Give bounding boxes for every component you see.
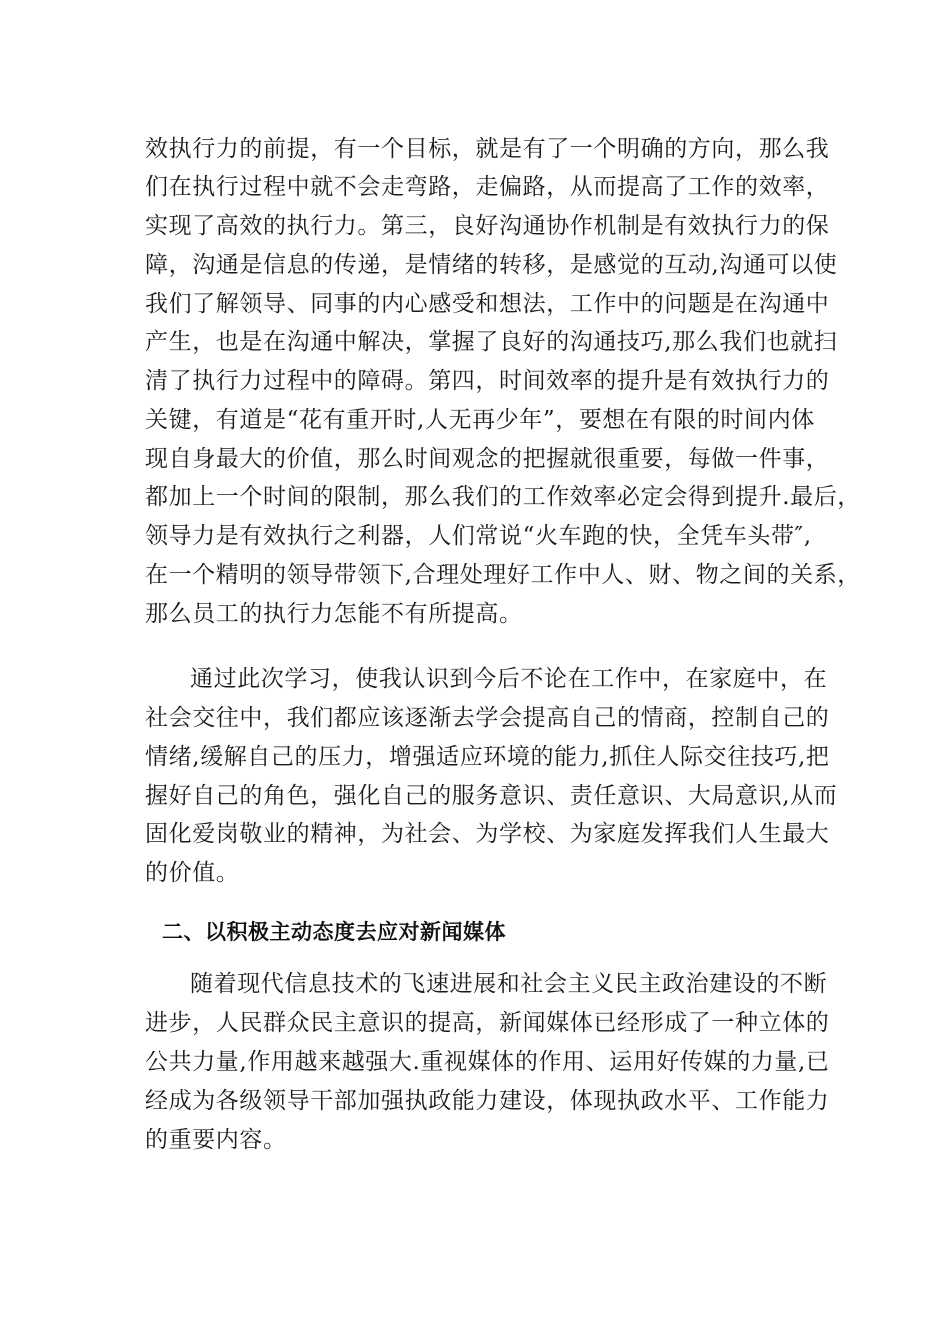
text-line: 产生，也是在沟通中解决，掌握了良好的沟通技巧,那么我们也就扫 (145, 329, 838, 355)
text-line: 们在执行过程中就不会走弯路，走偏路，从而提高了工作的效率， (145, 174, 830, 200)
text-line: 实现了高效的执行力。第三，良好沟通协作机制是有效执行力的保 (145, 213, 830, 239)
text-line: 我们了解领导、同事的内心感受和想法，工作中的问题是在沟通中 (145, 291, 830, 317)
text-line: 社会交往中，我们都应该逐渐去学会提高自己的情商，控制自己的 (145, 705, 830, 731)
text-line: 握好自己的角色，强化自己的服务意识、责任意识、大局意识,从而 (145, 783, 838, 809)
text-line: 效执行力的前提，有一个目标，就是有了一个明确的方向，那么我 (145, 136, 830, 162)
text-line: 通过此次学习，使我认识到今后不论在工作中，在家庭中，在 (190, 666, 828, 692)
text-line: 固化爱岗敬业的精神，为社会、为学校、为家庭发挥我们人生最大 (145, 821, 830, 847)
text-line: 公共力量,作用越来越强大.重视媒体的作用、运用好传媒的力量,已 (145, 1049, 830, 1075)
text-line: 在一个精明的领导带领下,合理处理好工作中人、财、物之间的关系， (145, 562, 861, 588)
text-line: 障，沟通是信息的传递，是情绪的转移，是感觉的互动,沟通可以使 (145, 252, 838, 278)
text-line: 清了执行力过程中的障碍。第四，时间效率的提升是有效执行力的 (145, 368, 830, 394)
text-line: 现自身最大的价值，那么时间观念的把握就很重要，每做一件事， (145, 446, 830, 472)
text-line: 都加上一个时间的限制，那么我们的工作效率必定会得到提升.最后， (145, 484, 861, 510)
section-heading: 二、以积极主动态度去应对新闻媒体 (162, 920, 506, 944)
text-line: 情绪,缓解自己的压力，增强适应环境的能力,抓住人际交往技巧,把 (145, 744, 830, 770)
text-line: 关键，有道是“花有重开时,人无再少年”，要想在有限的时间内体 (145, 407, 815, 433)
text-line: 那么员工的执行力怎能不有所提高。 (145, 601, 523, 627)
text-line: 的价值。 (145, 860, 240, 886)
text-line: 进步，人民群众民主意识的提高，新闻媒体已经形成了一种立体的 (145, 1010, 830, 1036)
text-line: 领导力是有效执行之利器，人们常说“火车跑的快，全凭车头带″, (145, 523, 812, 549)
text-line: 经成为各级领导干部加强执政能力建设，体现执政水平、工作能力 (145, 1088, 830, 1114)
text-line: 的重要内容。 (145, 1127, 287, 1153)
text-line: 随着现代信息技术的飞速进展和社会主义民主政治建设的不断 (190, 971, 828, 997)
